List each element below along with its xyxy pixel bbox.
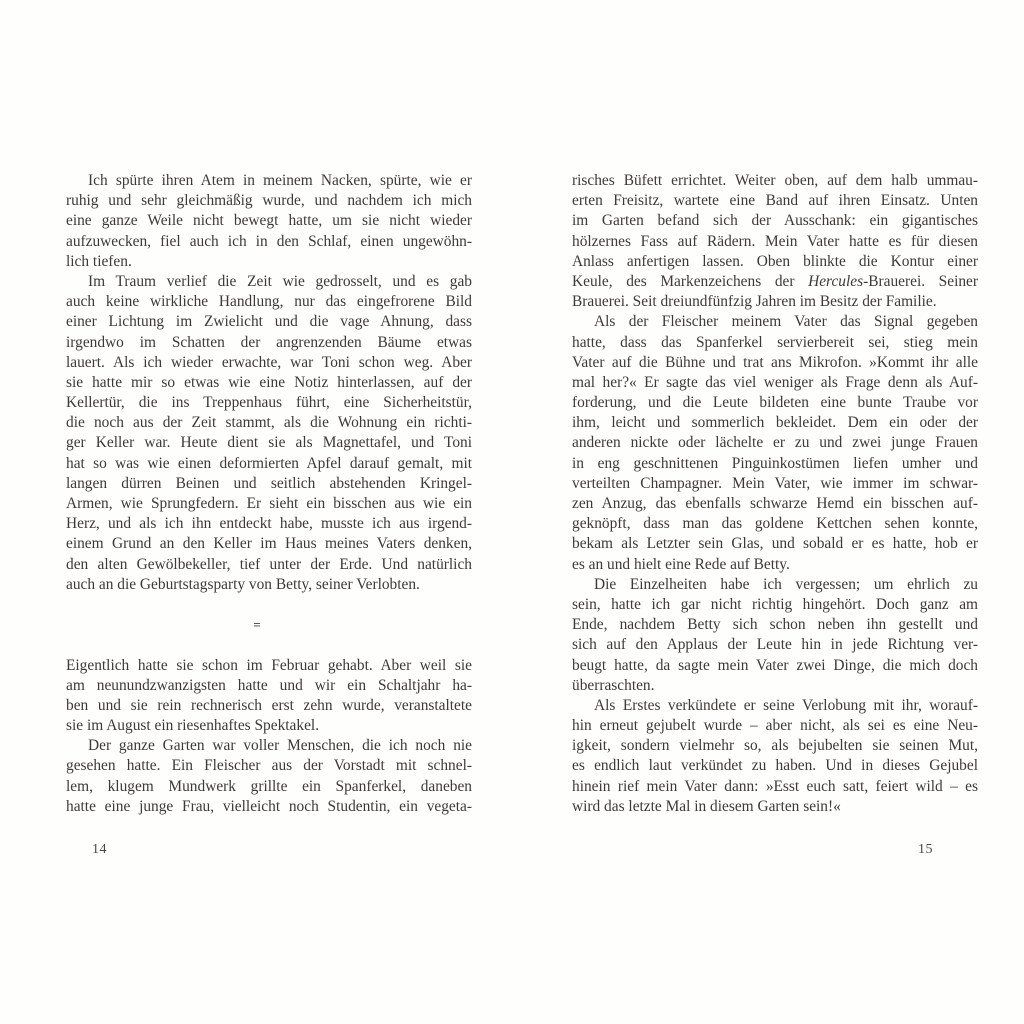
- text-line: Die Einzelheiten habe ich vergessen; um ehrlich zu: [594, 575, 978, 593]
- page-number-right: 15: [918, 842, 933, 857]
- text-line: igkeit, sondern vielmehr so, als bejubelten sie seinen Mut,: [572, 737, 978, 755]
- text-line: im Garten befand sich der Ausschank: ein gigantisches: [572, 212, 978, 230]
- text-line: Als Erstes verkündete er seine Verlobung mit ihr, worauf-: [594, 696, 978, 714]
- text-line: hat so was wie einen deformierten Apfel darauf gemalt, mit: [66, 454, 472, 472]
- text-line: Eigentlich hatte sie schon im Februar gehabt. Aber weil sie: [66, 656, 472, 674]
- text-line: ruhig und sehr gleichmäßig wurde, und nachdem ich mich: [66, 192, 472, 210]
- italic-text: Hercules: [808, 272, 864, 290]
- text-line: es endlich laut verkündet zu haben. Und in dieses Gejubel: [572, 757, 978, 775]
- text-line: Im Traum verlief die Zeit wie gedrosselt, und es gab: [88, 272, 472, 290]
- text-line: bekam als Letzter sein Glas, und sobald er es hatte, hob er: [572, 535, 978, 553]
- text-line: einer Lichtung im Zwielicht und die vage Ahnung, dass: [66, 313, 472, 331]
- text-line: hinein rief mein Vater dann: »Esst euch satt, feiert wild – es: [572, 777, 978, 795]
- text-line: Ende, nachdem Betty sich schon neben ihn gestellt und: [572, 616, 978, 634]
- left-page-text-column: [66, 171, 472, 817]
- text-line: auch keine wirkliche Handlung, nur das eingefrorene Bild: [66, 293, 472, 311]
- text-line: hölzernes Fass auf Rädern. Mein Vater hatte es für diesen: [572, 232, 978, 250]
- text-line: risches Büfett errichtet. Weiter oben, auf dem halb ummau-: [572, 172, 978, 189]
- text-line: gesehen hatte. Ein Fleischer aus der Vorstadt mit schnel-: [66, 757, 472, 775]
- text-line: hatte eine junge Frau, vielleicht noch Studentin, ein vegeta-: [66, 797, 472, 815]
- text-line: Kellertür, die ins Treppenhaus führt, eine Sicherheitstür,: [66, 394, 472, 412]
- paragraph: [66, 736, 472, 817]
- text-line: Armen, wie Sprungfedern. Er sieht ein bisschen aus wie ein: [66, 495, 472, 512]
- text-line: die noch aus der Zeit stammt, als die Wohnung ein richti-: [66, 414, 472, 432]
- text-line: Als der Fleischer meinem Vater das Signal gegeben: [594, 313, 978, 331]
- text-line: mal her?« Er sagte das viel weniger als Frage denn als Auf-: [572, 373, 978, 391]
- text-line: den alten Gewölbekeller, tief unter der Erde. Und natürlich: [66, 555, 472, 573]
- text-line: einem Grund an den Keller im Haus meines Vaters denken,: [66, 535, 472, 553]
- text-line: forderung, und die Leute bildeten eine bunte Traube vor: [572, 394, 978, 412]
- text-line: irgendwo im Schatten der angrenzenden Bäume etwas: [66, 333, 472, 351]
- paragraph: [572, 312, 978, 574]
- section-divider-glyph: =: [253, 617, 261, 633]
- text-line: anderen nickte oder lächelte er zu und zwei junge Frauen: [572, 434, 978, 452]
- right-page-text-column: [572, 171, 978, 817]
- text-line: lich tiefen.: [66, 252, 132, 270]
- paragraph: [66, 656, 472, 737]
- text-line: sich auf den Applaus der Leute hin in jede Richtung ver-: [572, 636, 978, 654]
- paragraph: [66, 272, 472, 595]
- text-line: sie hatte mir so etwas wie eine Notiz hinterlassen, auf der: [66, 373, 472, 391]
- text-line: Herz, und als ich ihn entdeckt habe, musste ich aus irgend-: [66, 515, 472, 533]
- text-line: am neunundzwanzigsten hatte und wir ein Schaltjahr ha-: [66, 676, 472, 694]
- paragraph: [572, 696, 978, 817]
- text-line: ben und sie rein rechnerisch erst zehn wurde, veranstaltete: [66, 696, 472, 714]
- text-line: ger Keller war. Heute dient sie als Magnettafel, und Toni: [66, 434, 472, 452]
- paragraph: [572, 575, 978, 696]
- text-line: beugt hatte, da sagte mein Vater zwei Dinge, die mich doch: [572, 656, 978, 674]
- text-line: Anlass anfertigen lassen. Oben blinkte die Kontur einer: [572, 252, 978, 270]
- text-line: es an und hielt eine Rede auf Betty.: [572, 555, 790, 573]
- text-line: Der ganze Garten war voller Menschen, die ich noch nie: [88, 737, 472, 755]
- text-line: lauert. Als ich wieder erwachte, war Toni schon weg. Aber: [66, 353, 472, 371]
- text-line: aufzuwecken, fiel auch ich in den Schlaf, einen ungewöhn-: [66, 232, 472, 250]
- text-line: eine ganze Weile nicht bewegt hatte, um sie nicht wieder: [66, 212, 472, 230]
- text-line: überraschten.: [572, 676, 655, 694]
- section-divider: [66, 595, 472, 656]
- paragraph: [572, 171, 978, 312]
- text-line: geknöpft, dass man das goldene Kettchen sehen konnte,: [572, 515, 978, 533]
- text-line: Keule, des Markenzeichens der Hercules-Brauerei. Seiner: [572, 272, 979, 290]
- page-number-left: 14: [92, 842, 107, 857]
- text-line: hin erneut gejubelt wurde – aber nicht, als sei es eine Neu-: [572, 717, 978, 735]
- text-line: hatte, dass das Spanferkel servierbereit sei, stieg mein: [572, 333, 978, 351]
- text-line: wird das letzte Mal in diesem Garten sein!«: [572, 797, 841, 815]
- text-line: Brauerei. Seit dreiundfünfzig Jahren im Besitz der Familie.: [572, 293, 937, 311]
- text-line: verteilten Champagner. Mein Vater, wie immer im schwar-: [572, 474, 978, 492]
- text-line: Ich spürte ihren Atem in meinem Nacken, spürte, wie er: [88, 172, 472, 189]
- text-line: auch an die Geburtstagsparty von Betty, seiner Verlobten.: [66, 575, 420, 593]
- text-line: sein, hatte ich gar nicht richtig hingehört. Doch ganz am: [572, 595, 978, 613]
- text-line: erten Freisitz, wartete eine Band auf ihren Einsatz. Unten: [572, 192, 978, 210]
- text-line: langen dürren Beinen und seitlich abstehenden Kringel-: [66, 474, 472, 492]
- paragraph: [66, 171, 472, 272]
- text-line: zen Anzug, das ebenfalls schwarze Hemd ein bisschen auf-: [572, 495, 978, 512]
- text-line: sie im August ein riesenhaftes Spektakel.: [66, 717, 320, 735]
- text-line: Vater auf die Bühne und trat ans Mikrofon. »Kommt ihr alle: [572, 353, 978, 371]
- text-line: lem, klugem Mundwerk grillte ein Spanferkel, daneben: [66, 777, 472, 795]
- text-line: ihm, leicht und sommerlich bekleidet. Dem ein oder der: [572, 414, 978, 432]
- text-line: in eng geschnittenen Pinguinkostümen liefen umher und: [572, 454, 978, 472]
